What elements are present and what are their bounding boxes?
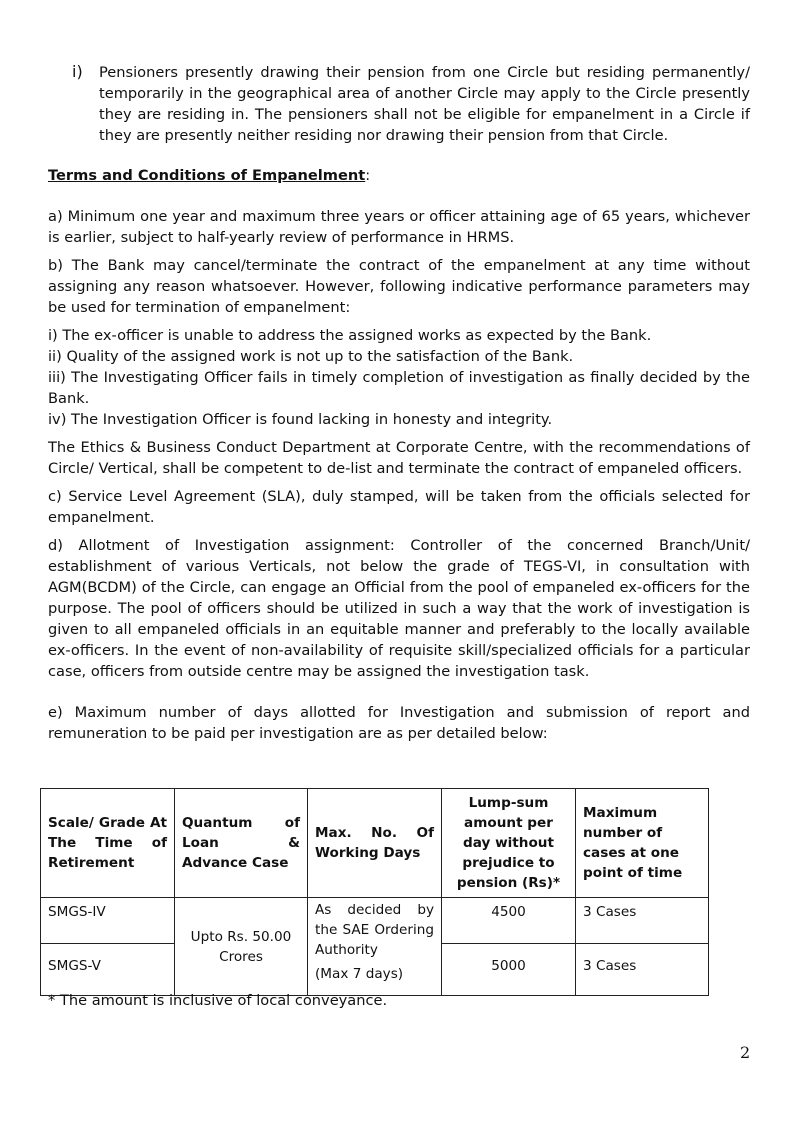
- section-heading: [48, 165, 750, 186]
- item-number: i): [72, 62, 83, 81]
- paragraph-e: e) Maximum number of days allotted for Investigation and submission of report and remuneration to be paid per investigation are as per detailed below:: [48, 704, 750, 742]
- cell-grade: SMGS-V: [41, 944, 175, 996]
- header-grade: Scale/ Grade At The Time of Retirement: [41, 789, 175, 898]
- working-days-text: As decided by the SAE Ordering Authority: [315, 902, 434, 958]
- working-days-max: (Max 7 days): [315, 966, 404, 982]
- table-footnote: * The amount is inclusive of local conveyance.: [48, 992, 388, 1009]
- cell-cases: 3 Cases: [576, 944, 709, 996]
- cell-grade: SMGS-IV: [41, 898, 175, 944]
- remuneration-table-wrap: [40, 788, 709, 996]
- table-header-row: [41, 789, 709, 898]
- paragraph-d: d) Allotment of Investigation assignment: Controller of the concerned Branch/Unit/ establishment of various Verticals, not below the grade of TEGS-VI, in consultation with AGM(BCDM) of the Circle, can engage an Official from the pool of empaneled ex-officers for the purpose. The pool of officers should be utilized in such a way that the work of investigation is given to all empaneled officials in an equitable manner and preferably to the locally available ex-officers. In the event of non-availability of requisite skill/specialized officials for a particular case, officers from outside centre may be assigned the investigation task.: [48, 537, 750, 680]
- cell-cases: 3 Cases: [576, 898, 709, 944]
- page-number: 2: [740, 1043, 751, 1062]
- document-body: [48, 62, 750, 744]
- table-row: [41, 898, 709, 944]
- performance-parameters-list: [48, 325, 750, 430]
- header-amount: Lump-sum amount per day without prejudice to pension (Rs)*: [442, 789, 576, 898]
- heading-colon: :: [365, 167, 371, 184]
- list-item: iii) The Investigating Officer fails in timely completion of investigation as finally decided by the Bank.: [48, 369, 750, 407]
- cell-working-days: [308, 898, 442, 996]
- item-text: Pensioners presently drawing their pension from one Circle but residing permanently/ temporarily in the geographical area of another Circle may apply to the Circle presently they are residing in. The pensioners shall not be eligible for empanelment in a Circle if they are presently neither residing nor drawing their pension from that Circle.: [99, 64, 750, 144]
- list-item: ii) Quality of the assigned work is not up to the satisfaction of the Bank.: [48, 348, 574, 365]
- list-item: iv) The Investigation Officer is found lacking in honesty and integrity.: [48, 411, 553, 428]
- eligibility-item-i: [48, 62, 750, 146]
- paragraph-c: c) Service Level Agreement (SLA), duly stamped, will be taken from the officials selected for empanelment.: [48, 488, 750, 526]
- paragraph-ethics: The Ethics & Business Conduct Department at Corporate Centre, with the recommendations of Circle/ Vertical, shall be competent to de-list and terminate the contract of empaneled officers.: [48, 439, 750, 477]
- list-item: i) The ex-officer is unable to address the assigned works as expected by the Bank.: [48, 327, 652, 344]
- header-days: Max. No. Of Working Days: [308, 789, 442, 898]
- cell-amount: 5000: [442, 944, 576, 996]
- section-heading-text: Terms and Conditions of Empanelment: [48, 167, 366, 184]
- header-quantum: Quantum of Loan & Advance Case: [175, 789, 308, 898]
- remuneration-table: [40, 788, 709, 996]
- cell-amount: 4500: [442, 898, 576, 944]
- header-max-cases: Maximum number of cases at one point of time: [576, 789, 709, 898]
- paragraph-a: a) Minimum one year and maximum three years or officer attaining age of 65 years, whichever is earlier, subject to half-yearly review of performance in HRMS.: [48, 208, 750, 246]
- paragraph-b: b) The Bank may cancel/terminate the contract of the empanelment at any time without assigning any reason whatsoever. However, following indicative performance parameters may be used for termination of empanelment:: [48, 257, 750, 316]
- cell-quantum: Upto Rs. 50.00 Crores: [175, 898, 308, 996]
